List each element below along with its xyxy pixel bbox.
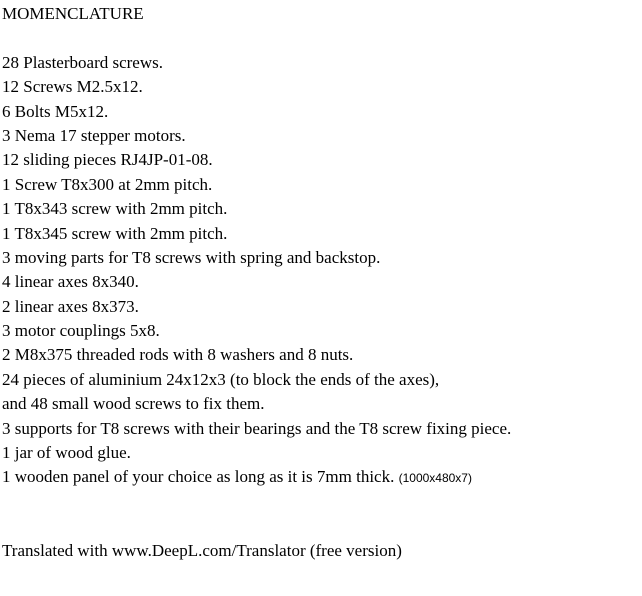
translation-footer: Translated with www.DeepL.com/Translator (free version): [2, 540, 402, 560]
list-item: and 48 small wood screws to fix them.: [2, 394, 265, 414]
last-item-text: 1 wooden panel of your choice as long as it is 7mm thick.: [2, 467, 395, 487]
list-item-last: [2, 465, 642, 489]
list-item: 6 Bolts M5x12.: [2, 101, 109, 121]
blank-gap: [2, 490, 642, 539]
list-item: 24 pieces of aluminium 24x12x3 (to block the ends of the axes),: [2, 369, 440, 389]
list-item: 1 T8x345 screw with 2mm pitch.: [2, 223, 228, 243]
dimension-note: (1000x480x7): [398, 471, 472, 486]
list-item: 3 moving parts for T8 screws with spring and backstop.: [2, 247, 381, 267]
list-item: 4 linear axes 8x340.: [2, 272, 139, 292]
list-item: 28 Plasterboard screws.: [2, 52, 163, 72]
list-item: 3 supports for T8 screws with their bearings and the T8 screw fixing piece.: [2, 418, 512, 438]
blank-line: [2, 26, 642, 50]
list-item: 12 sliding pieces RJ4JP-01-08.: [2, 150, 213, 170]
document-body: [2, 2, 642, 563]
list-item: 2 M8x375 threaded rods with 8 washers and 8 nuts.: [2, 345, 354, 365]
list-item: 2 linear axes 8x373.: [2, 296, 139, 316]
list-item: 3 motor couplings 5x8.: [2, 321, 160, 341]
list-item: 1 jar of wood glue.: [2, 443, 131, 463]
list-item: 1 Screw T8x300 at 2mm pitch.: [2, 174, 213, 194]
list-item: 12 Screws M2.5x12.: [2, 77, 143, 97]
list-item: 3 Nema 17 stepper motors.: [2, 125, 186, 145]
list-item: 1 T8x343 screw with 2mm pitch.: [2, 199, 228, 219]
document-title: MOMENCLATURE: [2, 4, 144, 23]
